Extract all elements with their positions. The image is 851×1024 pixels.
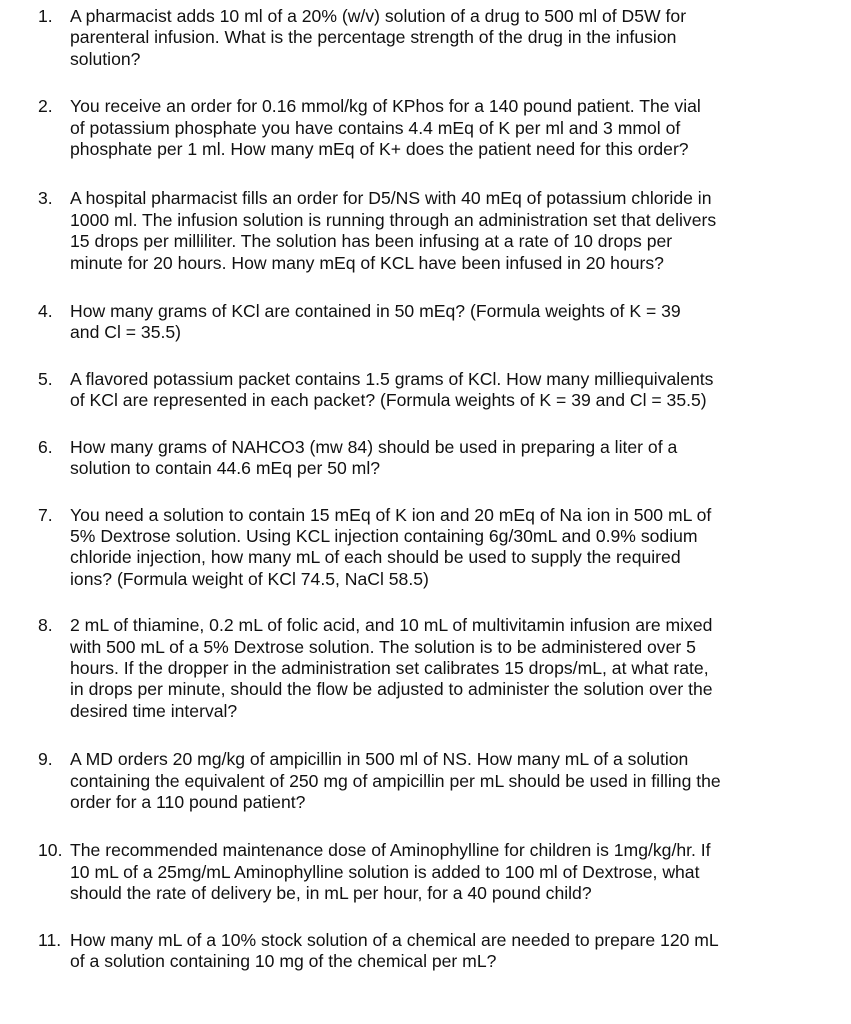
question-number: 8. [38,615,53,636]
question-number: 3. [38,188,53,209]
question-1 [38,6,811,70]
question-number: 9. [38,749,53,770]
question-text: A MD orders 20 mg/kg of ampicillin in 500 ml of NS. How many mL of a solution containing the equivalent of 250 mg of ampicillin per mL should be used in filling the order for a 110 pound patient? [70,749,721,812]
question-10 [38,840,811,904]
question-6 [38,437,811,480]
question-number: 4. [38,301,53,322]
question-text: A hospital pharmacist fills an order for D5/NS with 40 mEq of potassium chloride in 1000 ml. The infusion solution is running through an administration set that delivers 15 drops per milliliter. The solution has been infusing at a rate of 10 drops per minute for 20 hours. How many mEq of KCL have been infused in 20 hours? [70,188,717,273]
question-number: 7. [38,504,53,525]
question-11 [38,930,811,973]
question-number: 5. [38,368,53,389]
question-text: The recommended maintenance dose of Aminophylline for children is 1mg/kg/hr. If 10 mL of a 25mg/mL Aminophylline solution is added to 100 ml of Dextrose, what should the rate of delivery be, in mL per hour, for a 40 pound child? [70,840,711,904]
question-text: 2 mL of thiamine, 0.2 mL of folic acid, and 10 mL of multivitamin infusion are mixed with 500 mL of a 5% Dextrose solution. The solution is to be administered over 5 hours. If the dropper in the administration set calibrates 15 drops/mL, at what rate, in drops per minute, should the flow be adjusted to administer the solution over the desired time interval? [70,615,713,721]
question-number: 10. [38,840,63,861]
question-text: A pharmacist adds 10 ml of a 20% (w/v) solution of a drug to 500 ml of D5W for parenteral infusion. What is the percentage strength of the drug in the infusion solution? [70,6,687,69]
question-text: You receive an order for 0.16 mmol/kg of KPhos for a 140 pound patient. The vial of potassium phosphate you have contains 4.4 mEq of K per ml and 3 mmol of phosphate per 1 ml. How many mEq of K+ does the patient need for this order? [70,96,701,160]
question-number: 2. [38,96,53,117]
question-text: How many grams of NAHCO3 (mw 84) should be used in preparing a liter of a solution to contain 44.6 mEq per 50 ml? [70,436,678,479]
question-8 [38,615,811,722]
question-5 [38,369,811,412]
question-number: 1. [38,6,53,26]
question-2 [38,96,811,160]
question-number: 11. [38,929,62,950]
question-7 [38,505,811,591]
question-text: You need a solution to contain 15 mEq of K ion and 20 mEq of Na ion in 500 mL of 5% Dextrose solution. Using KCL injection containing 6g/30mL and 0.9% sodium chloride injection, how many mL of each should be used to supply the required ions? (Formula weight of KCl 74.5, NaCl 58.5) [70,504,712,589]
question-4 [38,301,811,344]
question-3 [38,188,811,274]
question-text: How many grams of KCl are contained in 50 mEq? (Formula weights of K = 39 and Cl = 35.5) [70,301,681,343]
question-text: How many mL of a 10% stock solution of a chemical are needed to prepare 120 mL of a solution containing 10 mg of the chemical per mL? [70,929,719,971]
question-number: 6. [38,436,53,457]
question-9 [38,749,811,813]
question-text: A flavored potassium packet contains 1.5 grams of KCl. How many milliequivalents of KCl are represented in each packet? (Formula weights of K = 39 and Cl = 35.5) [70,368,714,411]
